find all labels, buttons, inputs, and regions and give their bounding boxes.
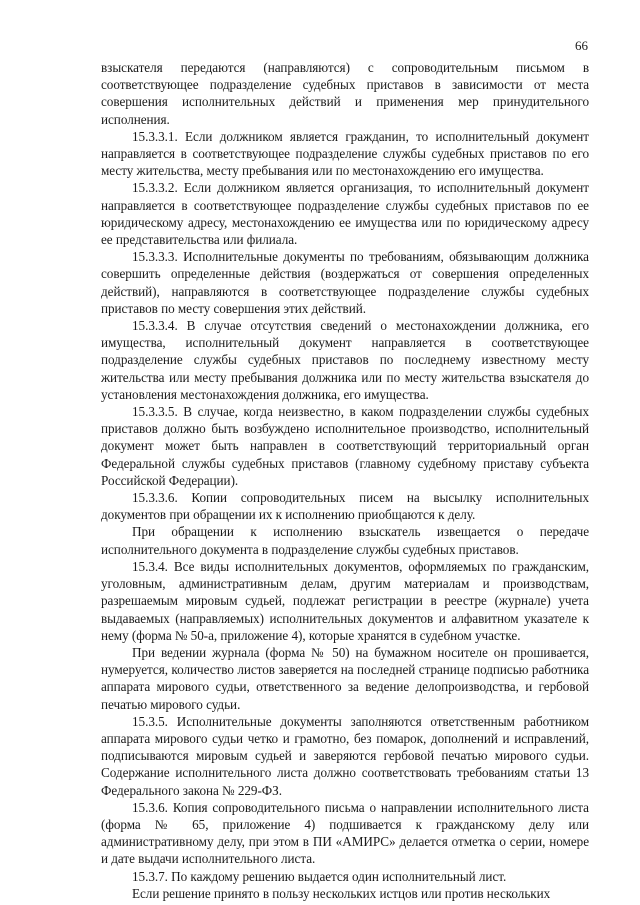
paragraph-15-3-4: 15.3.4. Все виды исполнительных документов, оформляемых по гражданским, уголовным, административным делам, другим материалам и производствам, разрешаемым мировым судьей, подлежат регистрации в реестре (журнале) учета выдаваемых (направляемых) исполнительных документов и алфавитном указателе к нему (форма № 50-а, приложение 4), которые хранятся в судебном участке. [101,558,589,643]
paragraph-15-3-3-6: 15.3.3.6. Копии сопроводительных писем на высылку исполнительных документов при обращении их к исполнению приобщаются к делу. [101,490,589,523]
paragraph-15-3-6: 15.3.6. Копия сопроводительного письма о направлении исполнительного листа (форма № 65, приложение 4) подшивается к гражданскому делу или административному делу, при этом в ПИ «АМИРС» делается отметка о серии, номере и дате выдачи исполнительного листа. [101,799,589,867]
page-number: 66 [575,38,588,53]
paragraph-15-3-3-5: 15.3.3.5. В случае, когда неизвестно, в каком подразделении службы судебных приставов должно быть возбуждено исполнительное производство, исполнительный документ может быть направлен в соответствующий территориальный орган Федеральной службы судебных приставов (главному судебному приставу субъекта Российской Федерации). [101,404,589,488]
paragraph-journal: При ведении журнала (форма № 50) на бумажном носителе он прошивается, нумеруется, количество листов заверяется на последней странице подписью работника аппарата мирового судьи, ответственного за ведение делопроизводства, и гербовой печатью мирового судьи. [101,644,589,712]
paragraph-multiple-plaintiffs: Если решение принято в пользу нескольких истцов или против нескольких [132,885,551,901]
paragraph-15-3-5: 15.3.5. Исполнительные документы заполняются ответственным работником аппарата мирового судьи четко и грамотно, без помарок, дополнений и исправлений, подписываются мировым судьей и заверяются гербовой печатью мирового судьи. Содержание исполнительного листа должно соответствовать требованиям статьи 13 Федерального закона № 229-ФЗ. [101,713,589,798]
paragraph-15-3-3-4: 15.3.3.4. В случае отсутствия сведений о местонахождении должника, его имущества, исполнительный документ направляется в соответствующее подразделение службы судебных приставов по последнему известному месту жительства или месту пребывания должника или по месту жительства взыскателя до установления местонахождения должника, его имущества. [101,318,589,402]
paragraph-notification: При обращении к исполнению взыскатель извещается о передаче исполнительного документа в подразделение службы судебных приставов. [101,524,589,557]
paragraph-15-3-3-2: 15.3.3.2. Если должником является организация, то исполнительный документ направляется в соответствующее подразделение службы судебных приставов по ее юридическому адресу, местонахождению ее имущества или по юридическому адресу ее представительства или филиала. [101,180,589,248]
paragraph-15-3-7: 15.3.7. По каждому решению выдается один исполнительный лист. [132,868,507,884]
paragraph-continuation: взыскателя передаются (направляются) с сопроводительным письмом в соответствующее подразделение судебных приставов в зависимости от места совершения исполнительных действий и применения мер принудительного исполнения. [101,60,589,127]
paragraph-15-3-3-1: 15.3.3.1. Если должником является гражданин, то исполнительный документ направляется в соответствующее подразделение службы судебных приставов по его месту жительства, месту пребывания или по местонахождению его имущества. [101,128,589,179]
document-body [101,59,589,902]
paragraph-15-3-3-3: 15.3.3.3. Исполнительные документы по требованиям, обязывающим должника совершить определенные действия (воздержаться от совершения определенных действий), направляются в соответствующее подразделение службы судебных приставов по месту совершения этих действий. [101,249,589,316]
